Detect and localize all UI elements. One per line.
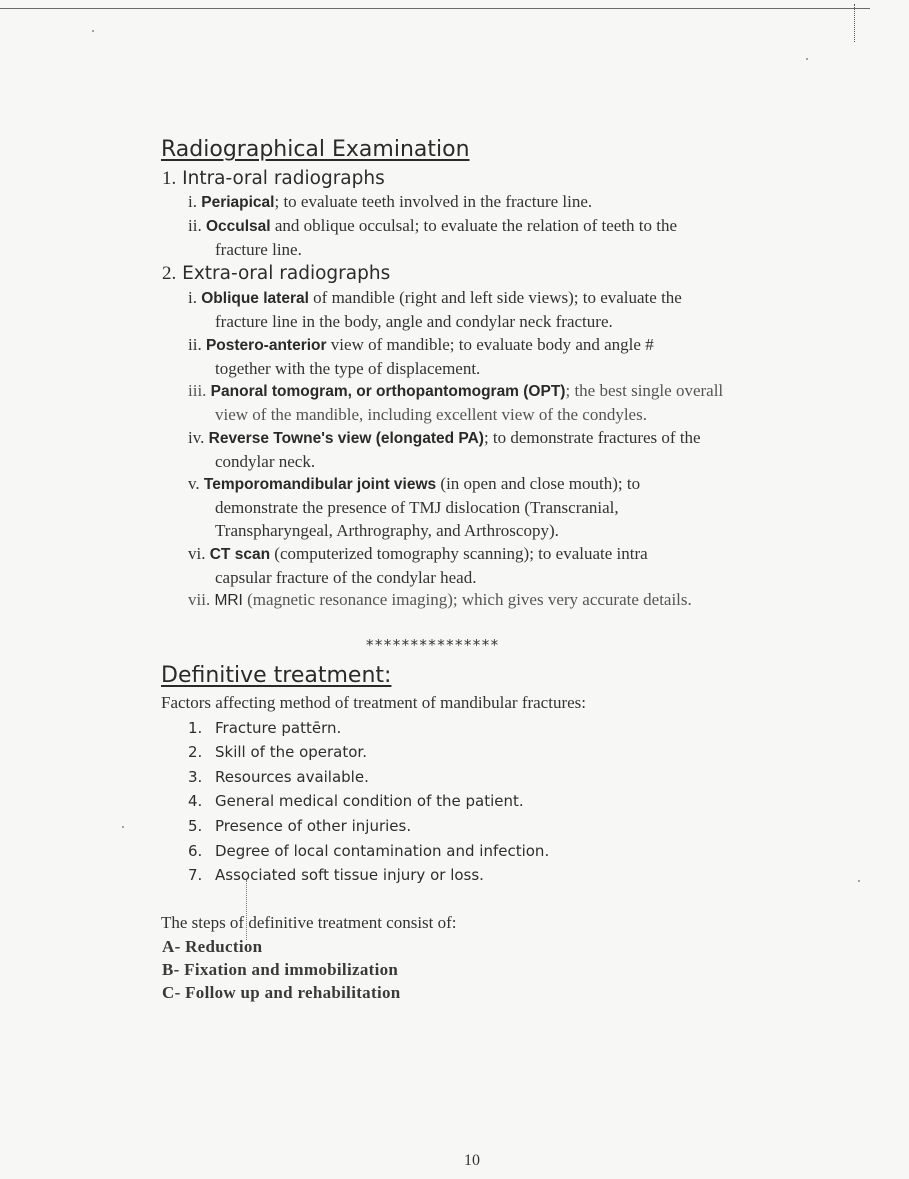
list-heading-label: Intra-oral radiographs [182, 168, 385, 189]
factor-item [188, 792, 524, 810]
item-text: (in open and close mouth); to [436, 474, 641, 493]
list-item-periapical [188, 190, 784, 214]
list-item-reverse-towne [188, 426, 784, 473]
item-key-term: Panoral tomogram, or orthopantomogram (OPT) [210, 383, 566, 400]
item-key-term: Periapical [201, 194, 275, 211]
steps-intro: The steps of definitive treatment consist of: [161, 913, 457, 932]
factor-number: 3. [188, 768, 203, 786]
factor-number: 1. [188, 719, 203, 737]
factor-text: Fracture pattērn. [215, 719, 342, 737]
factor-item [188, 817, 411, 835]
item-text: (magnetic resonance imaging); which gives very accurate details. [242, 590, 692, 609]
item-text: together with the type of displacement. [215, 359, 481, 378]
factor-number: 4. [188, 792, 203, 810]
item-numeral: iii. [188, 381, 207, 400]
factor-text: Presence of other injuries. [215, 817, 412, 835]
factor-number: 7. [188, 866, 203, 884]
corner-mark [854, 4, 857, 42]
item-key-term: Occulsal [205, 218, 271, 235]
item-text: of mandible (right and left side views); to evaluate the [308, 288, 682, 307]
item-key-term: Postero-anterior [205, 337, 327, 354]
list-number: 1. [162, 168, 177, 189]
top-rule [0, 8, 870, 9]
item-text: (computerized tomography scanning); to evaluate intra [270, 544, 648, 563]
section-separator: *************** [366, 636, 500, 654]
factor-text: Degree of local contamination and infection. [215, 842, 550, 860]
factor-text: General medical condition of the patient. [215, 792, 524, 810]
item-numeral: ii. [188, 216, 202, 235]
list-heading-label: Extra-oral radiographs [182, 263, 391, 284]
factors-intro: Factors affecting method of treatment of mandibular fractures: [161, 693, 586, 712]
item-text: ; the best single overall [565, 381, 724, 400]
item-numeral: i. [188, 288, 197, 307]
item-numeral: ii. [188, 335, 202, 354]
page-number: 10 [464, 1152, 480, 1169]
item-key-term: Temporomandibular joint views [203, 476, 437, 493]
item-numeral: i. [188, 192, 197, 211]
item-text: demonstrate the presence of TMJ dislocation (Transcranial, [215, 498, 619, 517]
step-reduction: A- Reduction [162, 937, 263, 956]
list-item-mri [188, 588, 788, 612]
list-item-oblique-lateral [188, 286, 784, 333]
list-item-tmj-views [188, 472, 784, 542]
item-key-term: CT scan [209, 546, 271, 563]
factor-number: 2. [188, 743, 203, 761]
step-follow-up: C- Follow up and rehabilitation [162, 983, 401, 1002]
factor-item [188, 743, 367, 761]
item-numeral: vi. [188, 544, 206, 563]
item-key-term: Reverse Towne's view (elongated PA) [208, 430, 484, 447]
section-title-radiographical: Radiographical Examination [161, 137, 470, 162]
item-text: fracture line. [215, 240, 302, 259]
list-number: 2. [162, 263, 177, 284]
speck [806, 58, 808, 60]
factor-text: Skill of the operator. [215, 743, 367, 761]
factor-item [188, 842, 549, 860]
list-heading-intra-oral [162, 168, 385, 190]
speck [122, 826, 124, 828]
item-text: and oblique occulsal; to evaluate the relation of teeth to the [270, 216, 678, 235]
factor-item [188, 866, 484, 884]
item-numeral: v. [188, 474, 200, 493]
factor-item [188, 719, 341, 737]
factor-number: 6. [188, 842, 203, 860]
list-heading-extra-oral [162, 263, 390, 285]
list-item-ct-scan [188, 542, 784, 589]
item-numeral: iv. [188, 428, 205, 447]
step-fixation: B- Fixation and immobilization [162, 960, 399, 979]
list-item-postero-anterior [188, 333, 784, 380]
item-text: fracture line in the body, angle and condylar neck fracture. [215, 312, 613, 331]
item-text: capsular fracture of the condylar head. [215, 568, 477, 587]
item-key-term: Oblique lateral [201, 290, 309, 307]
item-text: condylar neck. [215, 452, 316, 471]
item-numeral: vii. [188, 590, 211, 609]
item-text: view of mandible; to evaluate body and angle # [326, 335, 654, 354]
list-item-opt [188, 379, 784, 426]
factor-text: Associated soft tissue injury or loss. [215, 866, 484, 884]
item-key-term: MRI [214, 592, 243, 609]
speck [92, 30, 94, 32]
list-item-occlusal [188, 214, 784, 261]
item-text: view of the mandible, including excellent view of the condyles. [215, 405, 647, 424]
factor-text: Resources available. [215, 768, 369, 786]
item-text: ; to demonstrate fractures of the [483, 428, 701, 447]
factor-item [188, 768, 369, 786]
section-title-definitive: Definitive treatment: [161, 663, 392, 688]
item-text: ; to evaluate teeth involved in the fracture line. [274, 192, 593, 211]
speck [858, 880, 860, 882]
factor-number: 5. [188, 817, 203, 835]
item-text: Transpharyngeal, Arthrography, and Arthroscopy). [215, 521, 559, 540]
